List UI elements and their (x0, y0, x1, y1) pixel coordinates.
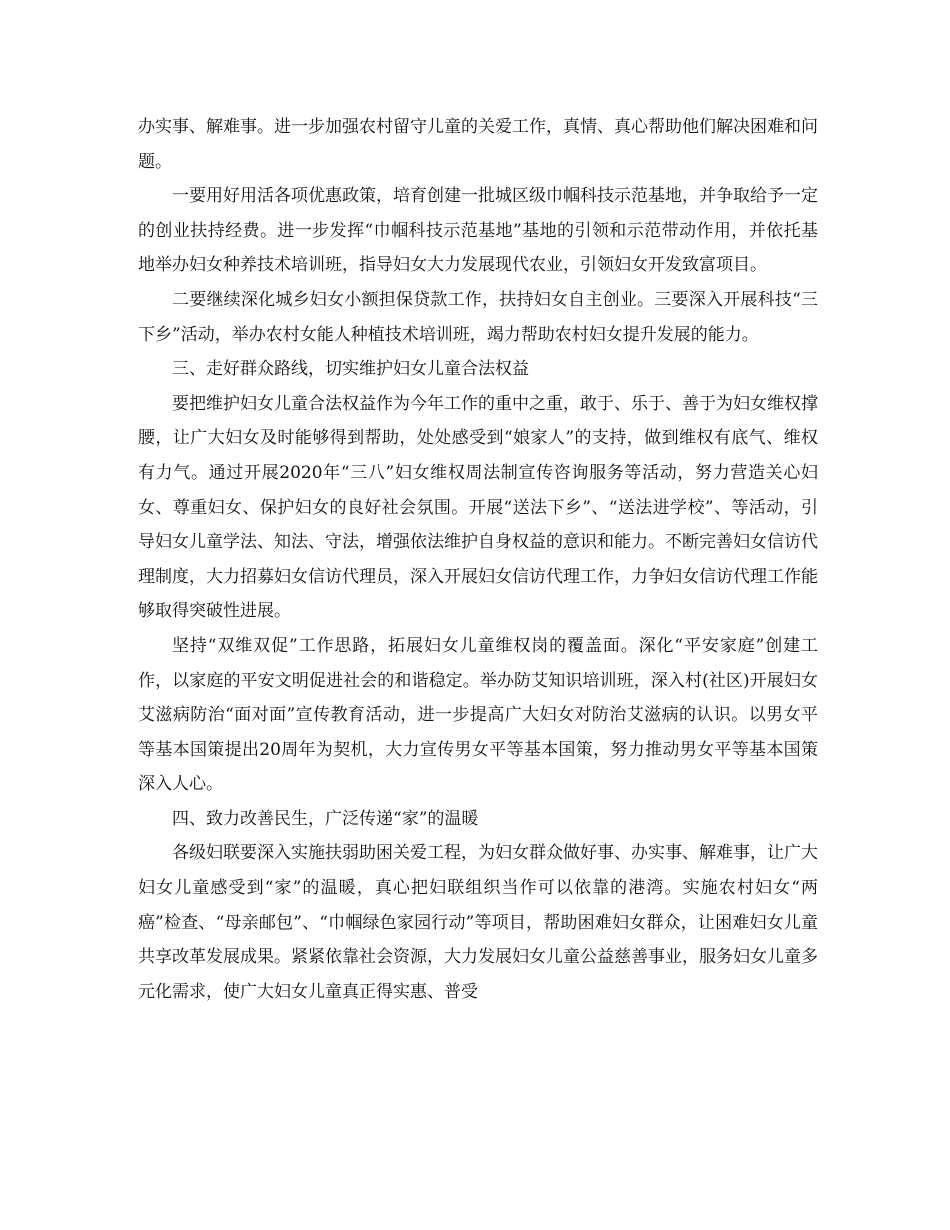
paragraph-policy-support: 一要用好用活各项优惠政策，培育创建一批城区级巾帼科技示范基地，并争取给予一定的创业扶持经费。进一步发挥“巾帼科技示范基地”基地的引领和示范带动作用，并依托基地举办妇女种养技术培训班，指导妇女大力发展现代农业，引领妇女开发致富项目。 (138, 186, 818, 276)
document-page (138, 110, 818, 1009)
paragraph-continuation: 办实事、解难事。进一步加强农村留守儿童的关爱工作，真情、真心帮助他们解决困难和问题。 (138, 117, 818, 172)
paragraph-rights-protection: 要把维护妇女儿童合法权益作为今年工作的重中之重，敢于、乐于、善于为妇女维权撑腰，让广大妇女及时能够得到帮助，处处感受到“娘家人”的支持，做到维权有底气、维权有力气。通过开展2020年“三八”妇女维权周法制宣传咨询服务等活动，努力营造关心妇女、尊重妇女、保护妇女的良好社会氛围。开展“送法下乡”、“送法进学校”、等活动，引导妇女儿童学法、知法、守法，增强依法维护自身权益的意识和能力。不断完善妇女信访代理制度，大力招募妇女信访代理员，深入开展妇女信访代理工作，力争妇女信访代理工作能够取得突破性进展。 (138, 393, 818, 622)
section-heading-rights: 三、走好群众路线，切实维护妇女儿童合法权益 (172, 359, 529, 380)
section-heading-livelihood: 四、致力改善民生，广泛传递“家”的温暖 (172, 808, 479, 829)
paragraph-poverty-relief: 各级妇联要深入实施扶弱助困关爱工程，为妇女群众做好事、办实事、解难事，让广大妇女儿童感受到“家”的温暖，真心把妇联组织当作可以依靠的港湾。实施农村妇女“两癌”检查、“母亲邮包”、“巾帼绿色家园行动”等项目，帮助困难妇女群众，让困难妇女儿童共享改革发展成果。紧紧依靠社会资源，大力发展妇女儿童公益慈善事业，服务妇女儿童多元化需求，使广大妇女儿童真正得实惠、普受 (138, 843, 818, 1002)
paragraph-dual-promotion: 坚持“双维双促”工作思路，拓展妇女儿童维权岗的覆盖面。深化“平安家庭”创建工作，以家庭的平安文明促进社会的和谐稳定。举办防艾知识培训班，深入村(社区)开展妇女艾滋病防治“面对面”宣传教育活动，进一步提高广大妇女对防治艾滋病的认识。以男女平等基本国策提出20周年为契机，大力宣传男女平等基本国策，努力推动男女平等基本国策深入人心。 (138, 635, 818, 795)
paragraph-microloan: 二要继续深化城乡妇女小额担保贷款工作，扶持妇女自主创业。三要深入开展科技“三下乡”活动，举办农村女能人种植技术培训班，竭力帮助农村妇女提升发展的能力。 (138, 289, 818, 345)
